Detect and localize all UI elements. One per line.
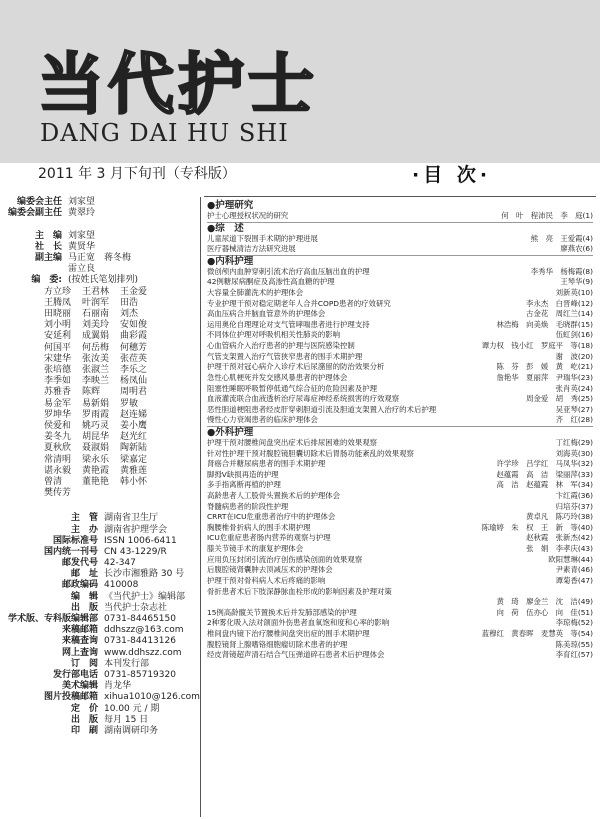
issue-label: 2011 年 3 月下旬刊（专科版） xyxy=(38,166,236,182)
toc-entry-authors-page: 赵秋霞 张新杰(42) xyxy=(526,533,593,543)
committee-member: 张培德 xyxy=(44,364,72,375)
toc-entry[interactable] xyxy=(207,267,593,278)
toc-entry-title xyxy=(207,597,493,608)
toc-entry[interactable] xyxy=(207,288,593,299)
toc-entry-authors-page: 尹素青(46) xyxy=(555,565,593,575)
toc-entry-authors-page: 陈瑜婷 朱 权 王 新 等(40) xyxy=(481,522,593,532)
committee-member: 何穗芳 xyxy=(120,342,148,353)
pub-row xyxy=(0,715,198,726)
committee-member: 罗坤华 xyxy=(44,409,72,420)
toc-entry-title: 医疗器械清洁方法研究进展 xyxy=(207,244,296,254)
toc-entry[interactable] xyxy=(207,597,593,608)
pub-value: 每月 15 日 xyxy=(104,714,149,725)
toc-entry-title: 急性心肌梗死并发交感风暴患者的护理体会 xyxy=(207,372,348,382)
editor-row xyxy=(0,208,198,219)
toc-entry-title: 胸腰椎骨折病人的围手术期护理 xyxy=(207,522,311,532)
toc-entry-title: 护理干预对腰椎间盘突出症术后排尿困难的效果观察 xyxy=(207,437,377,447)
toc-entry-authors-page: 欧阳慧琳(44) xyxy=(548,554,593,564)
toc-entry-title: 肾癌合并糖尿病患者的围手术期护理 xyxy=(207,459,326,469)
pub-value: CN 43-1229/R xyxy=(104,546,167,557)
committee-member: 成翼娟 xyxy=(82,331,110,342)
toc-entry-authors-page: 陈美琼(55) xyxy=(555,639,593,649)
toc-entry[interactable] xyxy=(207,576,593,587)
editorial-board xyxy=(0,197,198,287)
header-rule xyxy=(204,196,596,197)
committee-member: 侯爱和 xyxy=(44,420,72,431)
toc-entry-authors-page: 张 娟 李孝庆(43) xyxy=(526,544,593,554)
toc-entry-authors-page: 黄卓凡 陈巧玲(38) xyxy=(526,512,593,522)
pub-value: 0731-84413126 xyxy=(104,636,176,647)
toc-entry[interactable] xyxy=(207,640,593,651)
toc-entry[interactable] xyxy=(207,211,593,223)
pub-row xyxy=(0,525,198,536)
pub-row xyxy=(0,659,198,670)
toc-entry-authors-page: 黄 琦 廖金兰 沈 洁(49) xyxy=(496,597,593,607)
toc-entry-authors-page: 赵蕴霞 高 洁 梁丽萍(33) xyxy=(496,469,593,479)
toc-entry[interactable] xyxy=(207,523,593,534)
pub-value: ISSN 1006-6411 xyxy=(104,535,177,546)
toc-entry-title: 脚拇Ⅴ缺损再造的护理 xyxy=(207,469,279,479)
pub-value: 当代护士杂志社 xyxy=(104,602,168,613)
toc-entry-title: 应用负压封闭引流治疗创伤感染创面的效果观察 xyxy=(207,554,363,564)
pub-row xyxy=(0,681,198,692)
toc-entry-authors-page: 古金花 周红兰(14) xyxy=(526,309,593,319)
editor-row xyxy=(0,275,198,286)
toc-entry-title: 后腹腔镜肾囊肿去顶减压术的护理体会 xyxy=(207,565,333,575)
toc-entry-title: 2种雾化吸入法对颌面外伤患者血氧饱和度和心率的影响 xyxy=(207,618,390,628)
pub-value: 湖南省卫生厅 xyxy=(104,513,159,524)
toc-entry-title: 针对性护理干预对腹腔镜胆囊切除术后胃肠功能紊乱的效果观察 xyxy=(207,448,414,458)
committee-member: 李乐之 xyxy=(120,364,148,375)
toc-entry-authors-page: 刘新英(10) xyxy=(555,288,593,298)
toc-entry[interactable] xyxy=(207,544,593,555)
pub-value: 42-347 xyxy=(104,558,136,569)
committee-member: 赵连娣 xyxy=(120,409,148,420)
toc-entry-authors-page xyxy=(589,587,593,598)
committee-member: 何国平 xyxy=(44,342,72,353)
committee-member: 罗雨霞 xyxy=(82,409,110,420)
pub-label: 出 版 xyxy=(70,602,98,613)
toc-entry-title: 不同体位护理对呼吸机相关性肺炎的影响 xyxy=(207,330,341,340)
pub-row xyxy=(0,536,198,547)
pub-label: 编 辑 xyxy=(70,591,98,602)
toc-entry-authors-page: 谭菊香(47) xyxy=(555,575,593,585)
toc-entry[interactable] xyxy=(207,618,593,629)
committee-member: 张莅英 xyxy=(120,353,148,364)
toc-entry-title: 恶性胆道梗阻患者经皮肝穿刺胆道引流及胆道支架置入治疗的术后护理 xyxy=(207,404,437,414)
column-divider xyxy=(200,197,201,817)
committee-member: 田晓丽 xyxy=(44,308,72,319)
committee-member: 赵光红 xyxy=(120,432,148,443)
committee-member: 王金爱 xyxy=(120,286,148,297)
toc-entry-title: 心血管病介入治疗患者的护理与医院感染控制 xyxy=(207,341,355,351)
editor-name: 黄贤华 xyxy=(68,241,96,252)
pub-label: 来稿查询 xyxy=(61,636,98,647)
toc-entry[interactable] xyxy=(207,299,593,310)
committee-member: 张淑兰 xyxy=(82,364,110,375)
journal-logo: 当代护士 xyxy=(38,46,318,123)
editor-name: 雷立良 xyxy=(68,264,96,275)
pub-value: 湖南调研印务 xyxy=(104,725,159,736)
pub-value: 0731-84465150 xyxy=(104,614,176,625)
editor-role: 副主编 xyxy=(34,252,62,263)
toc-entry-authors-page: 张肖英(24) xyxy=(555,383,593,393)
pub-value: ddhszz@163.com xyxy=(104,625,184,636)
pub-value: xihua1010@126.com xyxy=(104,692,200,703)
toc-entry-authors-page: 李琼梅(52) xyxy=(555,618,593,628)
committee-member: 田浩 xyxy=(120,297,139,308)
toc-entry-title: 腹腔镜肾上腺嗜铬细胞瘤切除术患者的护理 xyxy=(207,639,348,649)
pub-value: 0731-85719320 xyxy=(104,669,176,680)
editor-row xyxy=(0,231,198,242)
pub-row xyxy=(0,625,198,636)
toc-entry[interactable] xyxy=(207,352,593,363)
editor-role: 社 长 xyxy=(34,241,62,252)
pub-row xyxy=(0,726,198,737)
toc-entry[interactable] xyxy=(207,449,593,460)
pub-row xyxy=(0,692,198,703)
pub-value: 410008 xyxy=(104,580,139,591)
toc-entry-title: 慢性心力衰竭患者的临床护理体会 xyxy=(207,415,318,425)
toc-entry-title: 血液灌流联合血液透析治疗尿毒症神经系统损害的疗效观察 xyxy=(207,394,400,404)
pub-value: 长沙市湘雅路 30 号 xyxy=(104,569,185,580)
pub-label: 邮政编码 xyxy=(61,580,98,591)
toc-entry-title: CRRT在ICU危重患者治疗中的护理体会 xyxy=(207,512,336,522)
toc-entry[interactable] xyxy=(207,587,593,598)
pub-label: 主 办 xyxy=(70,524,98,535)
toc-entry-authors-page: 李永杰 白晋峰(12) xyxy=(526,298,593,308)
committee-member: 李映兰 xyxy=(82,376,110,387)
toc-entry-authors-page: 许学珍 吕学红 马凤华(32) xyxy=(496,459,593,469)
toc-entry[interactable] xyxy=(207,533,593,544)
committee-member: 王腾凤 xyxy=(44,297,72,308)
toc-entry-authors-page: 向 荷 伍亦心 向 佳(51) xyxy=(496,607,593,617)
committee-member: 宋建华 xyxy=(44,353,72,364)
toc-section-heading: ●外科护理 xyxy=(207,426,254,438)
editor-name: 黄翠玲 xyxy=(68,208,96,219)
committee-member: 周明君 xyxy=(120,387,148,398)
committee-member: 樊传芳 xyxy=(44,488,72,499)
publication-info xyxy=(0,513,198,737)
editor-row xyxy=(0,264,198,275)
toc-entry-title: 专业护理干预对稳定期老年人合并COPD患者的疗效研究 xyxy=(207,298,391,308)
committee-member xyxy=(82,488,118,499)
committee-member: 石丽南 xyxy=(82,308,110,319)
committee-member: 张汝美 xyxy=(82,353,110,364)
committee-member: 叶润军 xyxy=(82,297,110,308)
pub-label: 发行部电话 xyxy=(52,669,98,680)
toc-entry[interactable] xyxy=(207,330,593,341)
committee-member: 方立珍 xyxy=(44,286,72,297)
editor-row xyxy=(0,219,198,230)
toc-entry[interactable] xyxy=(207,341,593,352)
toc-entry[interactable] xyxy=(207,480,593,491)
toc-entry-authors-page: 詹艳华 夏丽萍 尹瑞华(23) xyxy=(496,372,593,382)
toc-entry-title: 气管支架置入治疗气管狭窄患者的围手术期护理 xyxy=(207,351,363,361)
toc-entry-title: 运用奥伦自理理论对支气管哮喘患者进行护理支持 xyxy=(207,319,370,329)
pub-label: 美术编辑 xyxy=(61,681,98,692)
pub-label: 邮 址 xyxy=(70,569,98,580)
toc-entry-authors-page: 陈 芬 彭 媛 黄 屹(21) xyxy=(496,362,593,372)
committee-member: 谌永毅 xyxy=(44,465,72,476)
masthead-info xyxy=(0,197,198,737)
toc-entry[interactable] xyxy=(207,234,593,245)
toc-entry[interactable] xyxy=(207,320,593,331)
editor-name: 马正宽 蒋冬梅 xyxy=(68,252,132,263)
pub-label: 印 刷 xyxy=(70,725,98,736)
toc-entry[interactable] xyxy=(207,415,593,427)
pub-row xyxy=(0,547,198,558)
committee-member: 姚巧灵 xyxy=(82,420,110,431)
pub-value: 本刊发行部 xyxy=(104,658,150,669)
toc-entry[interactable] xyxy=(207,244,593,256)
toc-entry-authors-page: 高 洁 赵蕴霞 林 军(34) xyxy=(496,480,593,490)
table-of-contents xyxy=(207,200,593,661)
pub-row xyxy=(0,648,198,659)
toc-entry-title: 15例高龄髋关节置换术后并发肺部感染的护理 xyxy=(207,607,357,617)
pub-row xyxy=(0,614,198,625)
toc-entry-title: 高龄患者人工股骨头置换术后的护理体会 xyxy=(207,491,341,501)
committee-member: 易新娟 xyxy=(82,398,110,409)
committee-member: 曲彩霞 xyxy=(120,331,148,342)
toc-entry[interactable] xyxy=(207,373,593,384)
editor-role xyxy=(0,264,68,275)
toc-entry[interactable] xyxy=(207,555,593,566)
pub-value: www.ddhszz.com xyxy=(104,647,182,658)
toc-entry-authors-page: 林浩梅 向美焕 毛晓群(15) xyxy=(496,319,593,329)
committee-member: 聂淑娟 xyxy=(82,443,110,454)
toc-entry[interactable] xyxy=(207,394,593,405)
toc-entry-title: 经皮肾镜超声清石结合气压弹道碎石患者术后护理体会 xyxy=(207,650,385,660)
toc-entry-authors-page: 伍虹剑(16) xyxy=(555,330,593,340)
toc-entry[interactable] xyxy=(207,405,593,416)
pub-label: 主 管 xyxy=(70,513,98,524)
editor-role: 编委会副主任 xyxy=(7,208,62,219)
toc-entry[interactable] xyxy=(207,277,593,288)
committee-member: 夏秋欣 xyxy=(44,443,72,454)
toc-entry-title: 42例糖尿病酮症及高渗性高血糖的护理 xyxy=(207,277,335,287)
committee-member: 董艳艳 xyxy=(82,476,110,487)
pub-label: 邮发代号 xyxy=(61,558,98,569)
toc-entry[interactable] xyxy=(207,438,593,449)
editor-name: 刘家望 xyxy=(68,197,96,207)
toc-entry[interactable] xyxy=(207,470,593,481)
pub-label: 定 价 xyxy=(70,703,98,714)
toc-entry[interactable] xyxy=(207,309,593,320)
toc-entry-title: ICU危重症患者肠内营养的观察与护理 xyxy=(207,533,331,543)
committee-member: 常清明 xyxy=(44,454,72,465)
committee-member: 胡昆华 xyxy=(82,432,110,443)
editor-role xyxy=(0,219,68,230)
toc-entry[interactable] xyxy=(207,502,593,513)
toc-entry-authors-page: 李秀华 杨梅霞(8) xyxy=(530,266,593,276)
toc-entry-authors-page: 何 叶 程沛民 李 庭(1) xyxy=(501,211,593,220)
pub-row xyxy=(0,513,198,524)
toc-entry-title: 护理干预对冠心病介入诊疗术后尿潴留的防治效果分析 xyxy=(207,362,385,372)
committee-member: 刘美玲 xyxy=(82,320,110,331)
committee-member: 罗敏 xyxy=(120,398,139,409)
toc-entry-title: 微创颅内血肿穿刺引流术治疗高血压脑出血的护理 xyxy=(207,266,370,276)
editor-name: (按姓氏笔划排列) xyxy=(68,275,139,286)
pub-label: 出 版 xyxy=(70,714,98,725)
pub-label: 来稿邮箱 xyxy=(61,625,98,636)
toc-entry-authors-page: 王琴华(9) xyxy=(560,277,593,287)
committee-member: 刘杰 xyxy=(120,308,139,319)
pub-label: 国际标准号 xyxy=(52,535,98,546)
toc-entry[interactable] xyxy=(207,565,593,576)
toc-entry-title: 护士心理授权状况的研究 xyxy=(207,211,289,220)
toc-entry-title: 膝关节镜手术的康复护理体会 xyxy=(207,544,304,554)
toc-entry-title: 椎间盘内镜下治疗腰椎间盘突出症的围手术期护理 xyxy=(207,628,370,638)
committee-member: 韩小怀 xyxy=(120,476,148,487)
toc-entry-authors-page: 齐 红(28) xyxy=(555,415,593,425)
editor-role: 主 编 xyxy=(34,230,62,241)
toc-entry-authors-page: 卞红霞(36) xyxy=(555,491,593,501)
pub-row xyxy=(0,636,198,647)
toc-entry-title: 骨折患者术后下肢深静脉血栓形成的影响因素及护理对策 xyxy=(207,586,392,596)
pub-row xyxy=(0,558,198,569)
committee-member: 李季如 xyxy=(44,376,72,387)
pub-row xyxy=(0,569,198,580)
editor-row xyxy=(0,242,198,253)
committee-member: 苏雅香 xyxy=(44,387,72,398)
pub-label: 国内统一刊号 xyxy=(43,546,98,557)
pub-label: 图片投稿邮箱 xyxy=(43,692,98,703)
committee-member: 安延利 xyxy=(44,331,72,342)
committee-member: 黄雅莲 xyxy=(120,465,148,476)
committee-member: 刘小明 xyxy=(44,320,72,331)
pub-value: 《当代护士》编辑部 xyxy=(104,591,186,602)
pub-value: 10.00 元 / 期 xyxy=(104,703,160,714)
toc-section-heading: ●综 述 xyxy=(207,222,244,234)
pub-label: 订 阅 xyxy=(70,658,98,669)
toc-entry-title: 多手指离断再植的护理 xyxy=(207,480,281,490)
toc-entry-authors-page: 廖燕农(6) xyxy=(560,244,593,254)
editor-role: 编委会主任 xyxy=(16,197,62,207)
committee-member: 曾清 xyxy=(44,476,63,487)
pub-label: 网上查询 xyxy=(61,647,98,658)
toc-entry-authors-page: 谢 波(20) xyxy=(555,351,593,361)
toc-entry-authors-page: 周金爱 胡 秀(25) xyxy=(526,394,593,404)
editor-row xyxy=(0,197,198,208)
toc-entry[interactable] xyxy=(207,491,593,502)
editor-role: 编 委: xyxy=(31,275,62,286)
pub-row xyxy=(0,704,198,715)
toc-entry-title: 儿童尿道下裂围手术期的护理进展 xyxy=(207,233,318,243)
toc-entry[interactable] xyxy=(207,459,593,470)
pub-row xyxy=(0,592,198,603)
toc-entry-authors-page: 归培芬(37) xyxy=(555,501,593,511)
toc-entry-title: 护理干预对骨科病人术后疼痛的影响 xyxy=(207,575,326,585)
toc-entry[interactable] xyxy=(207,512,593,523)
committee-member: 姜冬九 xyxy=(44,432,72,443)
toc-entry-title: 大容量全肺灌洗术的护理体会 xyxy=(207,288,304,298)
pub-row xyxy=(0,670,198,681)
toc-entry[interactable] xyxy=(207,629,593,640)
toc-entry[interactable] xyxy=(207,362,593,373)
committee-member: 安如俊 xyxy=(120,320,148,331)
editor-name: 刘家望 xyxy=(68,230,96,241)
pub-value: 湖南省护理学会 xyxy=(104,524,168,535)
pub-value: 肖龙华 xyxy=(104,681,132,692)
toc-entry[interactable] xyxy=(207,384,593,395)
toc-entry-title: 脊髓病患者的阶段性护理 xyxy=(207,501,289,511)
committee-member: 姜小鹰 xyxy=(120,420,148,431)
committee-member: 王君林 xyxy=(82,286,110,297)
pub-label: 学术版、专科版编辑部 xyxy=(7,614,98,625)
toc-entry-authors-page: 李育红(57) xyxy=(555,650,593,660)
toc-entry-authors-page: 谭力权 钱小红 罗庭平 等(18) xyxy=(481,341,593,351)
masthead xyxy=(0,0,600,163)
committee-member: 梁永乐 xyxy=(82,454,110,465)
journal-pinyin: DANG DAI HU SHI xyxy=(40,119,289,147)
toc-entry-authors-page: 刘海英(30) xyxy=(555,448,593,458)
committee-member: 黄艳霞 xyxy=(82,465,110,476)
committee-member: 陈辉 xyxy=(82,387,101,398)
toc-entry-authors-page: 熊 亮 王爱霞(4) xyxy=(530,233,593,243)
committee-member: 陶新陆 xyxy=(120,443,148,454)
toc-entry-authors-page: 丁红梅(29) xyxy=(555,437,593,447)
toc-entry-authors-page: 蓝穆红 黄春晖 麦慧英 等(54) xyxy=(481,628,593,638)
editor-row xyxy=(0,253,198,264)
toc-entry[interactable] xyxy=(207,650,593,661)
committee-members xyxy=(44,287,198,500)
committee-member: 杨凤仙 xyxy=(120,376,148,387)
committee-member: 易金军 xyxy=(44,398,72,409)
toc-section-heading: ●护理研究 xyxy=(207,200,254,211)
pub-row xyxy=(0,603,198,614)
pub-row xyxy=(0,580,198,591)
toc-entry-authors-page: 吴亚琴(27) xyxy=(555,404,593,414)
toc-entry-title: 阻塞性睡眠呼吸暂停低通气综合征的危险因素及护理 xyxy=(207,383,377,393)
toc-entry-title: 高血压病合并脑血管意外的护理体会 xyxy=(207,309,326,319)
toc-title: ·目 次· xyxy=(412,164,492,186)
committee-member: 梁嘉定 xyxy=(120,454,148,465)
toc-entry[interactable] xyxy=(207,608,593,619)
editor-name xyxy=(68,219,198,230)
toc-section-heading: ●内科护理 xyxy=(207,255,254,267)
committee-member xyxy=(120,488,156,499)
committee-member: 何岳梅 xyxy=(82,342,110,353)
